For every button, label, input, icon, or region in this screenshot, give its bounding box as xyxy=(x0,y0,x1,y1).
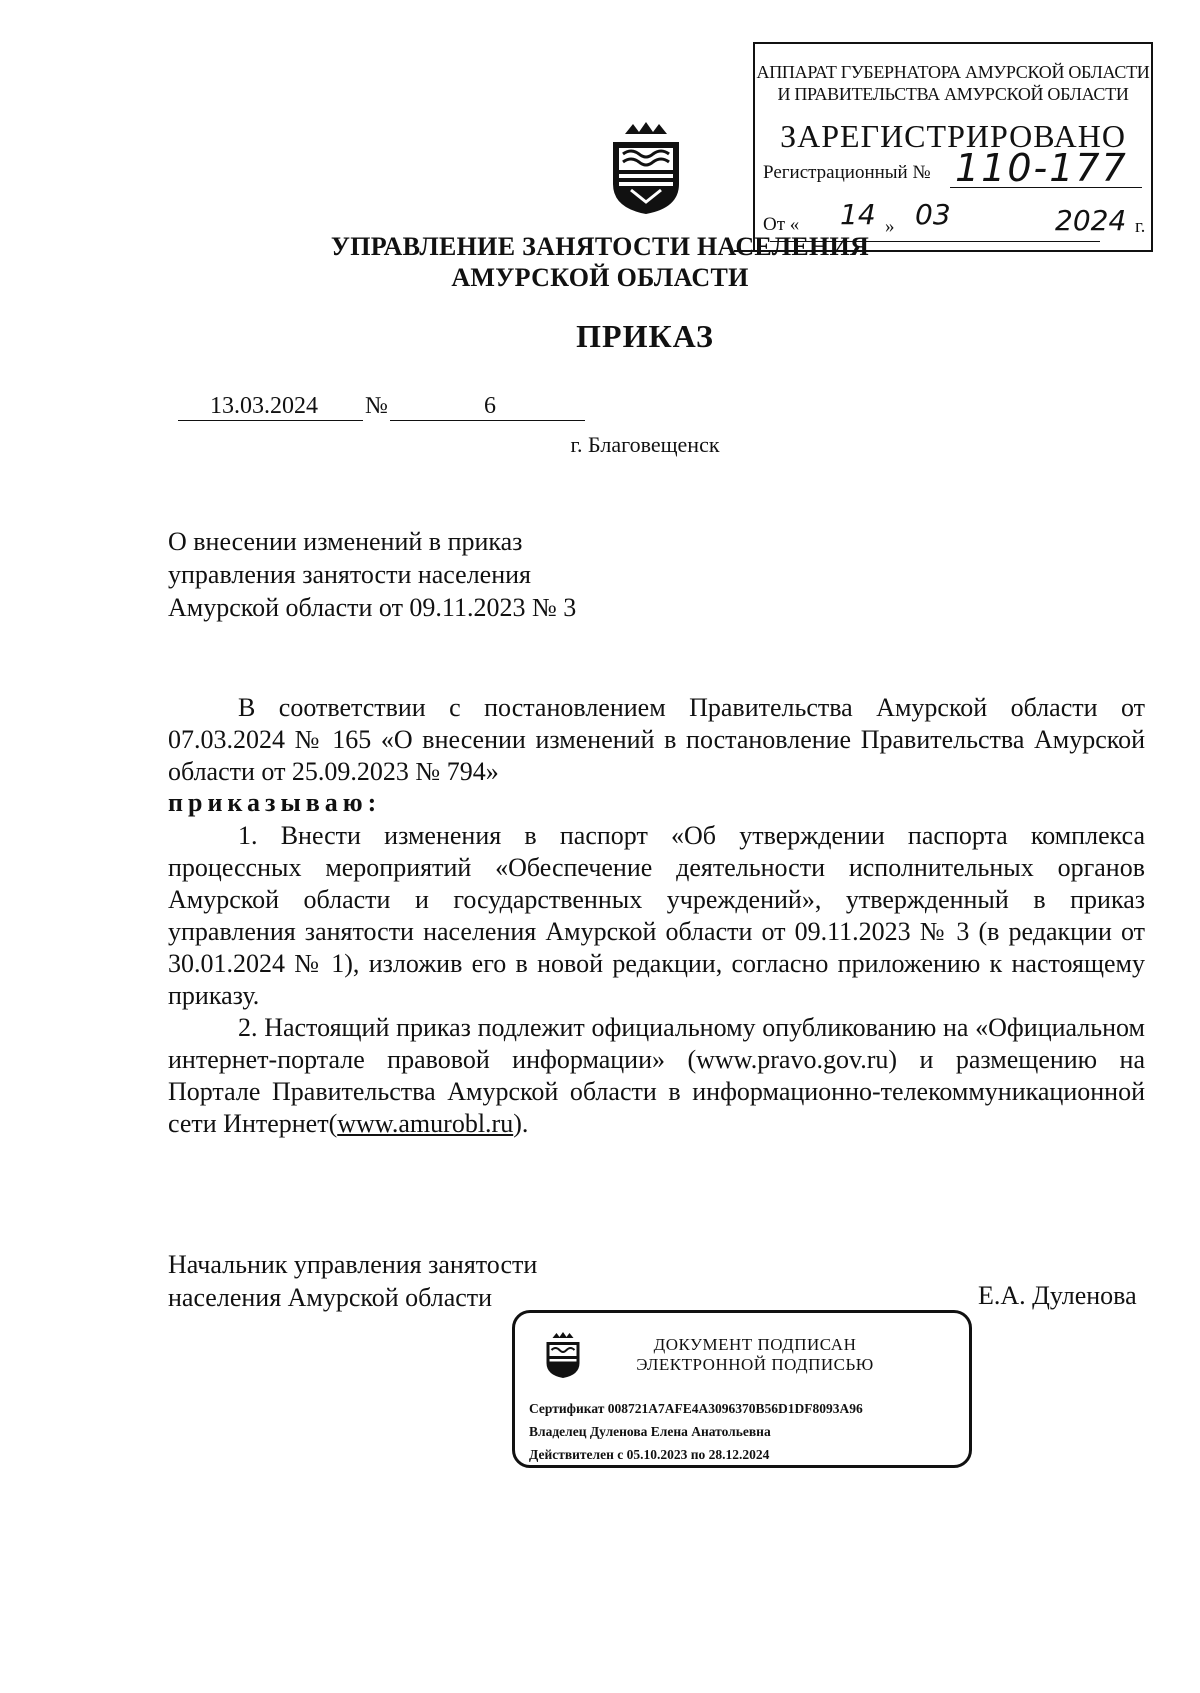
stamp-day: 14 xyxy=(840,198,876,231)
item-1-paragraph: 1. Внести изменения в паспорт «Об утверждении паспорта комплекса процессных мероприятий «Обеспечение деятельности исполнительных органов Амурской области и государственных учреждений», утвержденный в приказ управления занятости населения Амурской области от 09.11.2023 № 3 (в редакции от 30.01.2024 № 1), изложив его в новой редакции, согласно приложению к настоящему приказу. xyxy=(168,821,1145,1010)
registration-stamp xyxy=(753,42,1153,252)
subject-line1: О внесении изменений в приказ xyxy=(168,527,523,556)
signatory-title-line1: Начальник управления занятости xyxy=(168,1250,538,1279)
stamp-month: 03 xyxy=(915,198,951,231)
directive-word: приказываю: xyxy=(168,788,382,817)
esig-validity: Действителен с 05.10.2023 по 28.12.2024 xyxy=(529,1447,770,1462)
city: г. Благовещенск xyxy=(570,432,720,457)
item-2-paragraph xyxy=(168,1012,1145,1140)
org-name-line2: АМУРСКОЙ ОБЛАСТИ xyxy=(451,263,749,292)
order-date-underline xyxy=(178,420,363,421)
esig-owner: Владелец Дуленова Елена Анатольевна xyxy=(529,1424,771,1439)
item-2-text: 2. Настоящий приказ подлежит официальному опубликованию на «Официальном интернет-портале правовой информации» (www.pravo.gov.ru) и размещению на Портале Правительства Амурской области в информационно-телекоммуникационной сети Интернет( xyxy=(168,1013,1145,1138)
org-name-line1: УПРАВЛЕНИЕ ЗАНЯТОСТИ НАСЕЛЕНИЯ xyxy=(330,232,870,261)
electronic-signature-stamp xyxy=(512,1310,972,1468)
stamp-number-label: Регистрационный № xyxy=(763,162,931,183)
signatory-title-line2: населения Амурской области xyxy=(168,1283,493,1312)
coat-of-arms-small-icon xyxy=(542,1331,584,1379)
order-number: 6 xyxy=(484,393,496,419)
signatory-title xyxy=(168,1248,537,1314)
stamp-org-line1: АППАРАТ ГУБЕРНАТОРА АМУРСКОЙ ОБЛАСТИ xyxy=(756,62,1150,82)
order-number-sign: № xyxy=(365,393,388,419)
amurobl-link[interactable]: www.amurobl.ru xyxy=(337,1109,514,1138)
preamble-paragraph: В соответствии с постановлением Правительства Амурской области от 07.03.2024 № 165 «О внесении изменений в постановление Правительства Амурской области от 25.09.2023 № 794» xyxy=(168,693,1145,786)
subject-line3: Амурской области от 09.11.2023 № 3 xyxy=(168,593,577,622)
stamp-org-line2: И ПРАВИТЕЛЬСТВА АМУРСКОЙ ОБЛАСТИ xyxy=(777,84,1129,104)
order-number-underline xyxy=(390,420,585,421)
stamp-title: ЗАРЕГИСТРИРОВАНО xyxy=(780,118,1126,154)
document-type: ПРИКАЗ xyxy=(576,318,714,354)
esig-title xyxy=(610,1335,900,1375)
stamp-quote-close: » xyxy=(885,216,895,237)
coat-of-arms-icon xyxy=(605,120,687,216)
stamp-year-suffix: г. xyxy=(1135,216,1146,237)
stamp-number-underline xyxy=(950,187,1142,188)
order-subject xyxy=(168,525,576,624)
stamp-year: 2024 xyxy=(1055,204,1127,237)
esig-title-line2: ЭЛЕКТРОННОЙ ПОДПИСЬЮ xyxy=(636,1355,874,1374)
subject-line2: управления занятости населения xyxy=(168,560,532,589)
item-2-end: ). xyxy=(513,1109,529,1138)
stamp-from-label: От « xyxy=(763,214,800,235)
esig-title-line1: ДОКУМЕНТ ПОДПИСАН xyxy=(653,1335,857,1354)
signatory-name: Е.А. Дуленова xyxy=(978,1281,1137,1310)
esig-certificate: Сертификат 008721A7AFE4A3096370B56D1DF8093A96 xyxy=(529,1401,863,1416)
order-date: 13.03.2024 xyxy=(210,393,318,419)
stamp-number-value: 110-177 xyxy=(955,146,1128,190)
stamp-crossing-line xyxy=(734,250,1134,252)
